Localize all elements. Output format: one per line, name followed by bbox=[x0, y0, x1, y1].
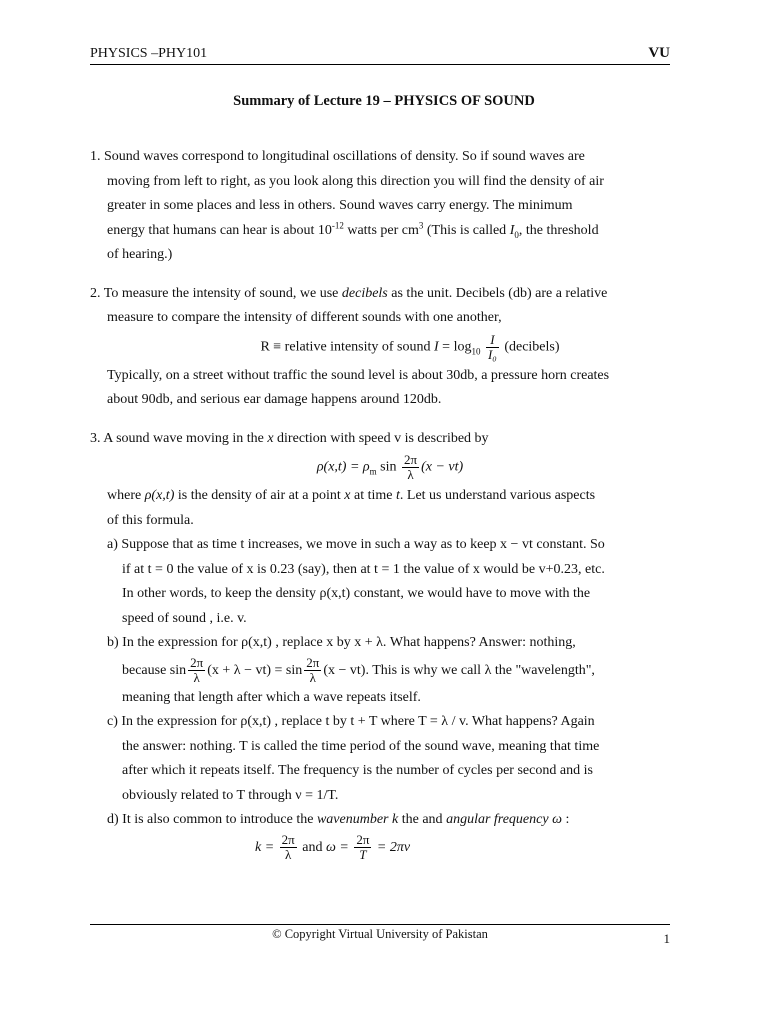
item-b-line-2: because sin $\frac{2\pi}{\lambda}$ (x + λ − vt) = sin $\frac{2\pi}{\lambda}$ (x − vt). This is why we call λ the "wavelength", bbox=[122, 654, 595, 685]
p1-line-1: 1. Sound waves correspond to longitudinal oscillations of density. So if sound waves are bbox=[90, 149, 585, 164]
item-b-line-3: meaning that length after which a wave repeats itself. bbox=[122, 689, 421, 705]
page-number: 1 bbox=[663, 931, 670, 946]
page-header bbox=[90, 44, 670, 65]
item-c-line-2: the answer: nothing. T is called the time period of the sound wave, meaning that time bbox=[122, 738, 600, 754]
p1-line-4: energy that humans can hear is about $10^{-12}$ watts per $cm^3$ (This is called $I_0$, the threshold bbox=[107, 219, 599, 240]
item-a-line-2: if at t = 0 the value of x is 0.23 (say), then at t = 1 the value of x would be v+0.23, etc. bbox=[122, 561, 605, 577]
page-title: Summary of Lecture 19 – PHYSICS OF SOUND bbox=[233, 93, 535, 109]
item-b-line-1: b) In the expression for ρ(x,t) , replace x by x + λ. What happens? Answer: nothing, bbox=[107, 635, 576, 650]
paragraph-2 bbox=[90, 282, 670, 413]
decibel-equation: R ≡ relative intensity of sound $I = \log_{10}$ $\frac{I}{\text{I₀}}$ (decibels) bbox=[260, 331, 560, 362]
item-c-line-3: after which it repeats itself. The frequency is the number of cycles per second and is bbox=[122, 763, 593, 778]
p2-line-4: about 90db, and serious ear damage happens around 120db. bbox=[107, 392, 442, 407]
item-a-line-1: a) Suppose that as time t increases, we move in such a way as to keep x − vt constant. So bbox=[107, 537, 605, 552]
paragraph-1 bbox=[90, 145, 670, 268]
course-code: PHYSICS –PHY101 bbox=[90, 46, 208, 61]
p3-line-3: of this formula. bbox=[107, 512, 194, 528]
p3-line-2: where ρ(x,t) is the density of air at a point x at time t. Let us understand various aspects bbox=[107, 488, 596, 503]
wavenumber-equation: k = $\frac{2\pi}{\lambda}$ and ω = $\frac{2\pi}{T}$ = 2πν bbox=[255, 831, 411, 862]
p2-line-1: 2. To measure the intensity of sound, we use decibels as the unit. Decibels (db) are a relative bbox=[90, 285, 608, 301]
item-c-line-1: c) In the expression for ρ(x,t) , replace t by t + T where T = λ / v. What happens? Again bbox=[107, 714, 595, 729]
item-a-line-4: speed of sound , i.e. v. bbox=[122, 610, 247, 626]
paragraph-3 bbox=[90, 427, 670, 863]
p1-line-2: moving from left to right, as you look along this direction you will find the density of air bbox=[107, 173, 604, 189]
item-d-line-1: d) It is also common to introduce the wavenumber k the and angular frequency ω : bbox=[107, 812, 570, 827]
p3-line-1: 3. A sound wave moving in the x direction with speed v is described by bbox=[90, 430, 489, 446]
p2-line-3: Typically, on a street without traffic the sound level is about 30db, a pressure horn creates bbox=[107, 367, 610, 383]
p2-line-2: measure to compare the intensity of different sounds with one another, bbox=[107, 310, 502, 325]
copyright-notice: © Copyright Virtual University of Pakistan bbox=[272, 927, 488, 941]
university-abbr: VU bbox=[648, 45, 670, 61]
p1-line-3: greater in some places and less in others. Sound waves carry energy. The minimum bbox=[107, 198, 573, 213]
p1-line-5: of hearing.) bbox=[107, 247, 173, 262]
page-footer bbox=[90, 924, 670, 949]
document-body bbox=[90, 145, 670, 863]
item-a-line-3: In other words, to keep the density ρ(x,t) constant, we would have to move with the bbox=[122, 586, 591, 601]
density-wave-equation: $\rho(x,t) = \rho_m$ sin $\frac{2\pi}{\lambda}$ (x − vt) bbox=[316, 452, 464, 482]
item-c-line-4: obviously related to T through ν = 1/T. bbox=[122, 787, 339, 803]
